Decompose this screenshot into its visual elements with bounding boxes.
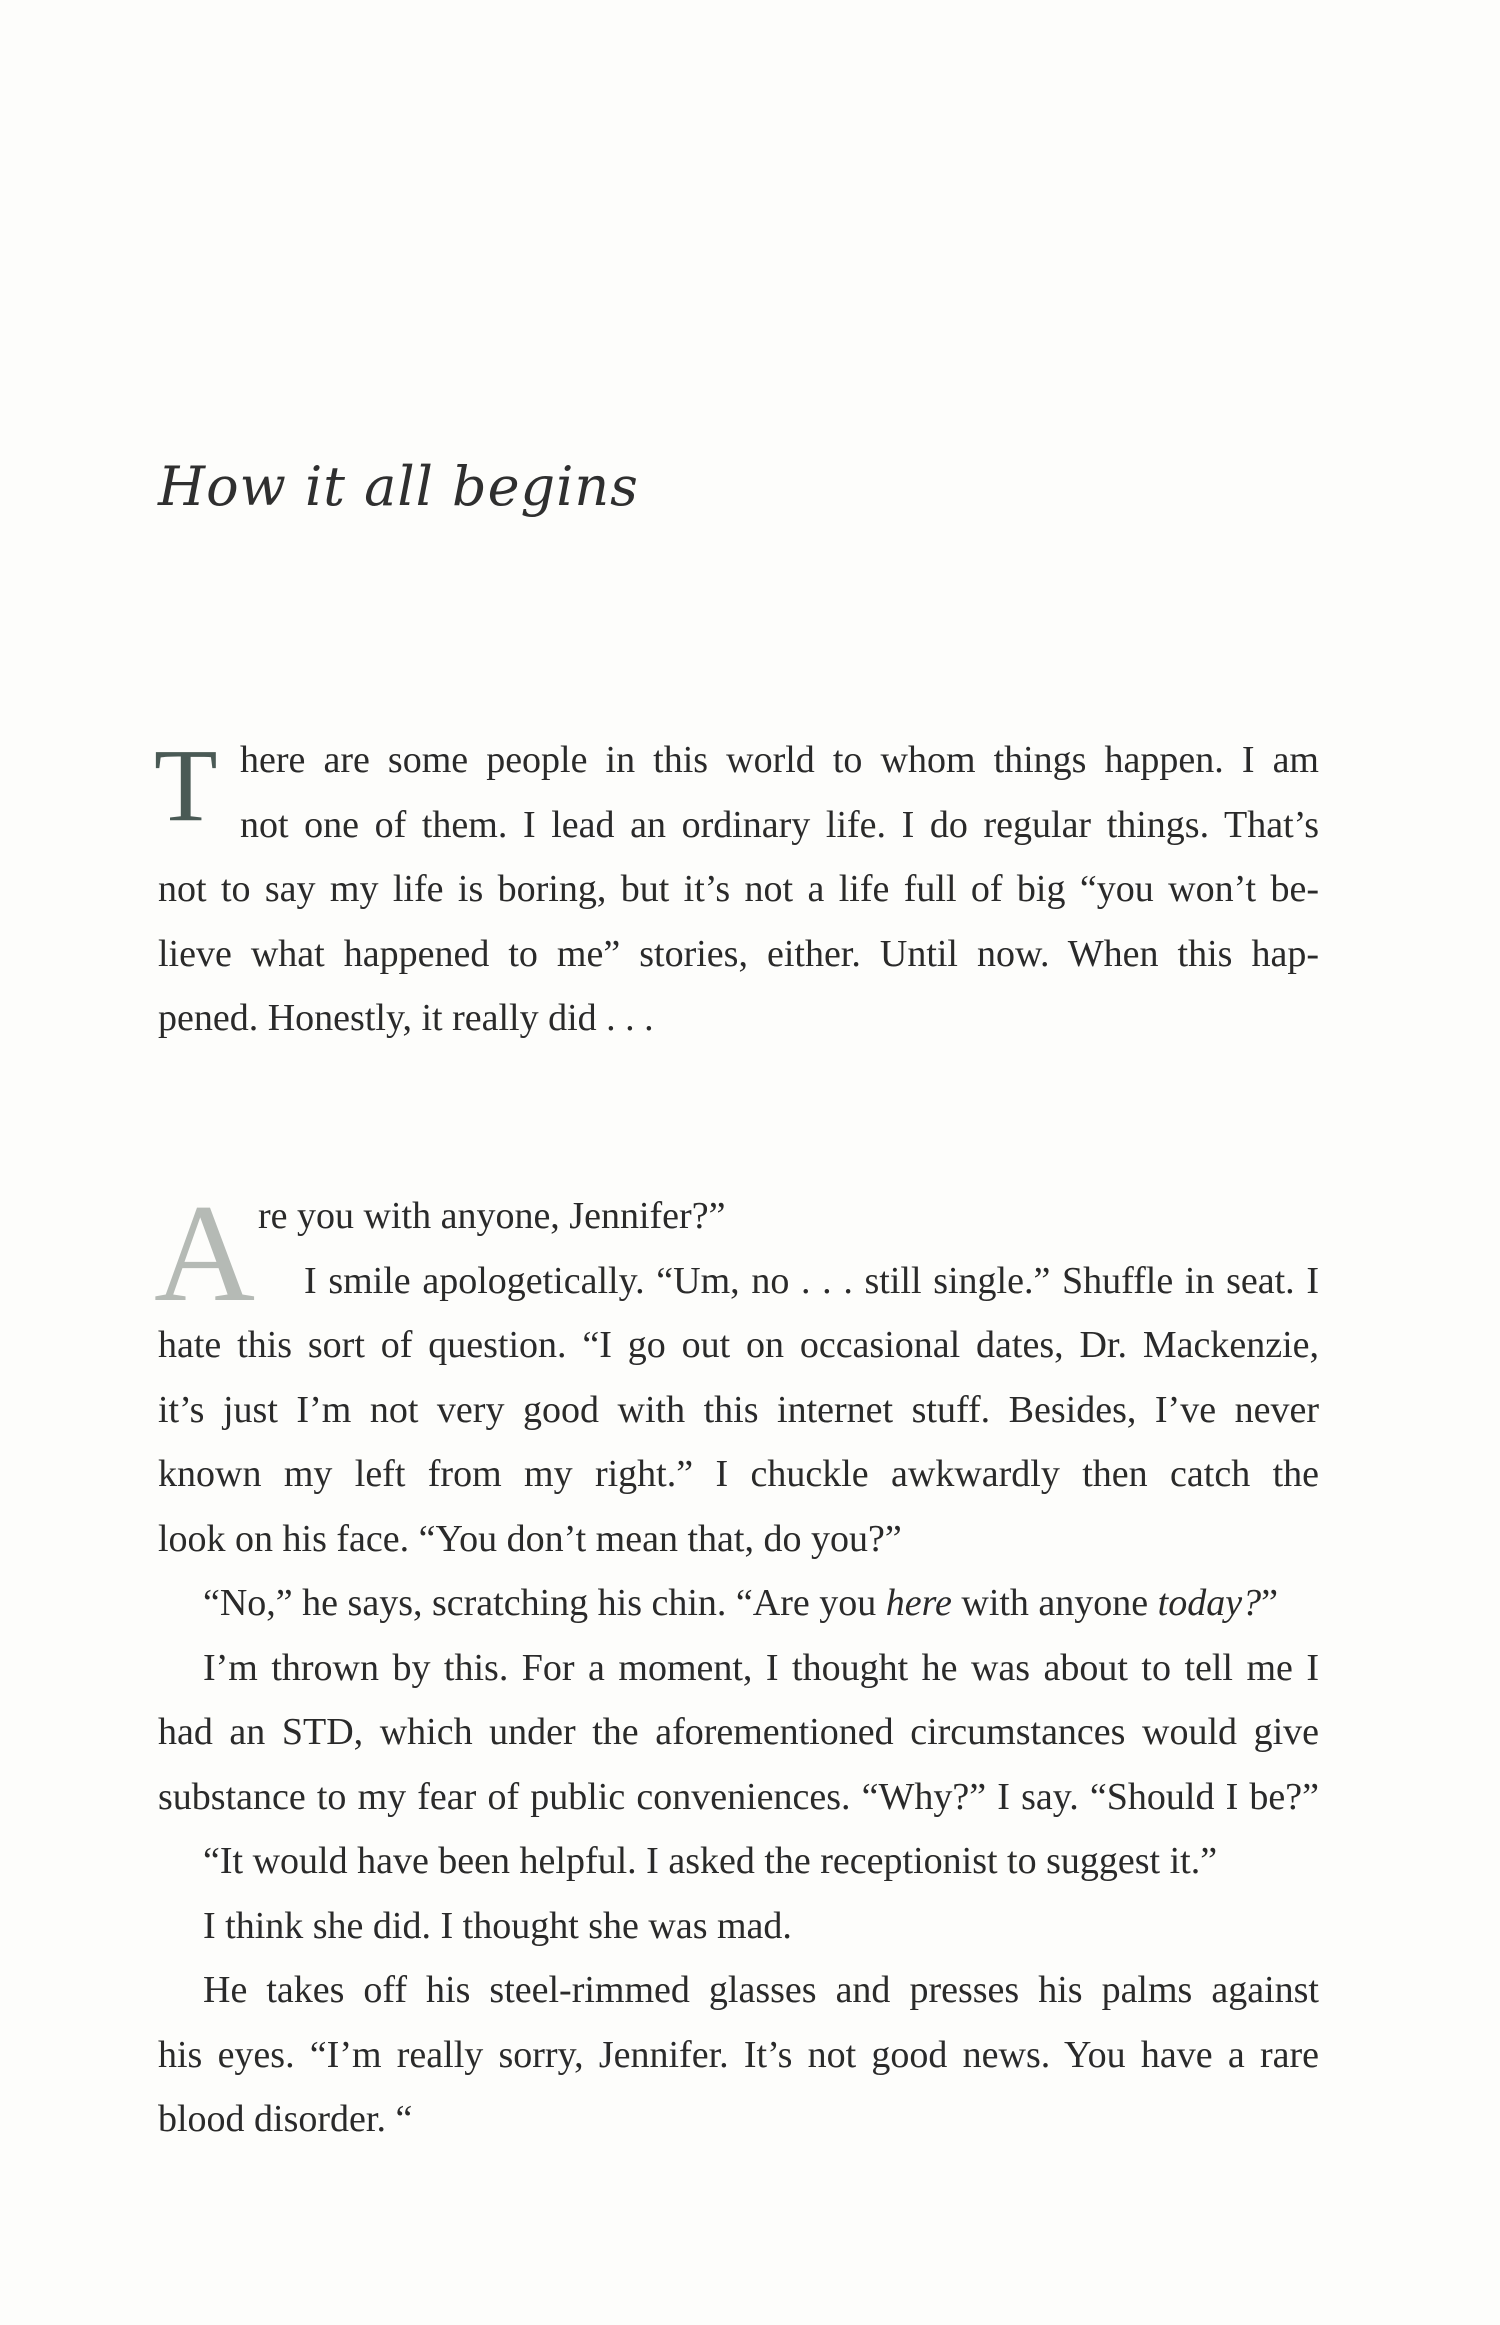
text-segment: had an STD, which under the aforementioned circumstances would give xyxy=(158,1711,1319,1753)
text-line xyxy=(158,986,1319,1051)
text-segment: I think she did. I thought she was mad. xyxy=(203,1904,792,1947)
text-line xyxy=(158,1313,1319,1378)
text-line xyxy=(158,1765,1319,1830)
text-segment: substance to my fear of public conveniences. “Why?” I say. “Should I be?” xyxy=(158,1775,1319,1818)
text-segment: “It would have been helpful. I asked the receptionist to suggest it.” xyxy=(203,1840,1218,1882)
text-segment: with anyone xyxy=(951,1582,1158,1624)
text-line xyxy=(158,1184,1319,1249)
text-segment: I smile apologetically. “Um, no . . . still single.” Shuffle in seat. I xyxy=(304,1259,1319,1302)
text-line xyxy=(158,1507,1319,1572)
text-line xyxy=(158,1894,1319,1959)
text-segment: not one of them. I lead an ordinary life. I do regular things. That’s xyxy=(240,803,1319,846)
text-line xyxy=(158,2087,1319,2152)
text-segment: “No,” he says, scratching his chin. “Are you xyxy=(203,1582,886,1624)
text-line xyxy=(158,793,1319,858)
chapter-title: How it all begins xyxy=(158,455,639,518)
text-line xyxy=(158,728,1319,793)
text-line xyxy=(158,1571,1319,1636)
text-line xyxy=(158,1829,1319,1894)
text-segment: blood disorder. “ xyxy=(158,2098,413,2140)
text-segment: not to say my life is boring, but it’s not a life full of big “you won’t be- xyxy=(158,868,1319,910)
intro-paragraph xyxy=(154,728,1319,1051)
text-line xyxy=(158,1249,1319,1314)
text-segment: I’m thrown by this. For a moment, I thought he was about to tell me I xyxy=(203,1646,1319,1689)
text-line xyxy=(158,1378,1319,1443)
drop-cap: A xyxy=(154,1176,256,1331)
text-segment: look on his face. “You don’t mean that, do you?” xyxy=(158,1517,902,1560)
text-segment: it’s just I’m not very good with this internet stuff. Besides, I’ve never xyxy=(158,1388,1319,1431)
text-segment: here are some people in this world to whom things happen. I am xyxy=(240,739,1319,781)
text-line xyxy=(158,1442,1319,1507)
text-line xyxy=(158,1700,1319,1765)
text-segment: ” xyxy=(1261,1582,1278,1624)
body-text xyxy=(154,1176,1319,2152)
text-line xyxy=(158,922,1319,987)
text-segment: pened. Honestly, it really did . . . xyxy=(158,997,654,1039)
text-line xyxy=(158,857,1319,922)
text-segment: hate this sort of question. “I go out on occasional dates, Dr. Mackenzie, xyxy=(158,1324,1319,1366)
text-line xyxy=(158,1958,1319,2023)
text-line xyxy=(158,1636,1319,1701)
italic-text: today? xyxy=(1157,1582,1262,1624)
drop-cap: T xyxy=(154,728,218,843)
text-segment: lieve what happened to me” stories, either. Until now. When this hap- xyxy=(158,932,1319,975)
text-segment: known my left from my right.” I chuckle awkwardly then catch the xyxy=(158,1453,1319,1495)
text-segment: re you with anyone, Jennifer?” xyxy=(258,1195,726,1237)
italic-text: here xyxy=(885,1582,952,1624)
text-segment: his eyes. “I’m really sorry, Jennifer. It’s not good news. You have a rare xyxy=(158,2033,1319,2076)
text-line xyxy=(158,2023,1319,2088)
text-segment: He takes off his steel-rimmed glasses and presses his palms against xyxy=(203,1969,1319,2011)
